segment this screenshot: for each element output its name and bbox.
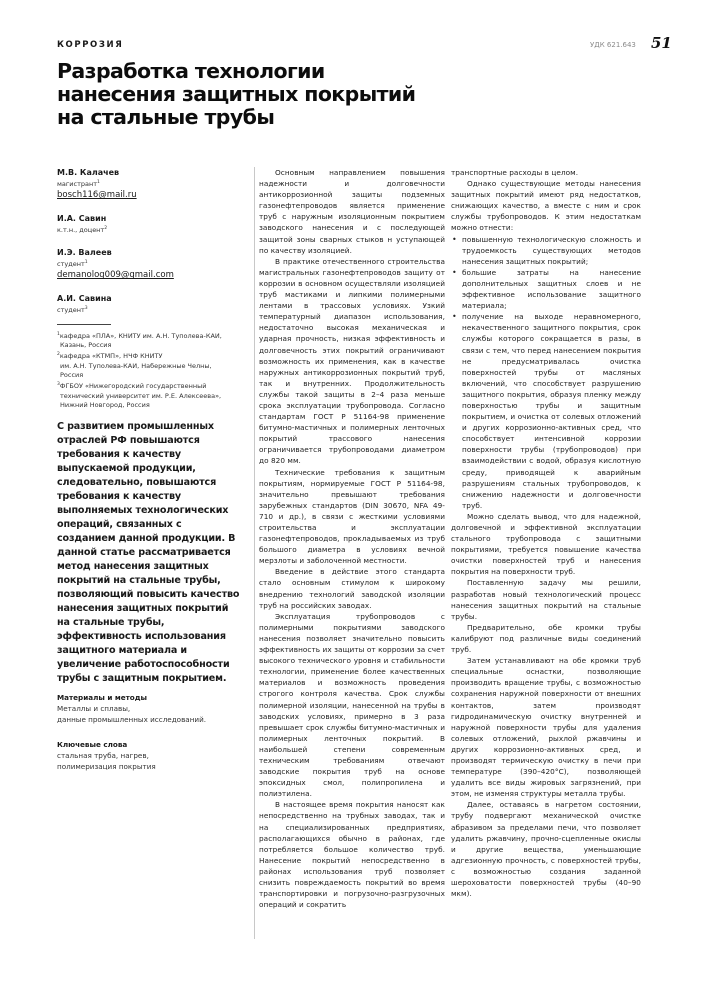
author-name: А.И. Савина [57,294,112,304]
author-name: И.Э. Валеев [57,248,112,258]
body-column-middle [254,167,445,939]
body-paragraph: Эксплуатация трубопроводов с полимерными покрытиями заводского нанесения позволяет значительно повысить эффективность их защиты от коррозии за счет высокого технического уровня и стабильности технологии, применение более качественных материалов и возможность проведения строгого контроля качества. Срок службы полимерной изоляции, нанесенной на трубы в заводских условиях, примерно в 3 раза превышает срок службы битумно-мастичных и полимерных ленточных покрытий. В наибольшей степени современным техническим требованиям отвечают заводские покрытия труб на основе эпоксидных смол, полипропилена и полиэтилена. [259,611,445,799]
materials-line: данные промышленных исследований. [57,715,207,724]
keywords-line: стальная труба, нагрев, [57,751,149,760]
materials-methods [57,692,242,725]
article-title [57,60,477,129]
author-name: И.А. Савин [57,214,107,224]
body-column-right [451,167,641,899]
udc-code: УДК 621.643 [590,41,636,49]
affiliations [57,330,242,411]
author-role: к.т.н., доцент$^2$ [57,226,108,235]
affiliation: $^1$кафедра «ПЛА», КНИТУ им. А.Н. Туполева-КАИ, Казань, Россия [57,331,222,350]
body-paragraph: Предварительно, обе кромки трубы калибруют под различные виды соединений труб. [451,622,641,655]
title-line: на стальные трубы [57,105,275,129]
section-label: КОРРОЗИЯ [57,40,124,50]
list-item: • большие затраты на нанесение дополнительных защитных слоев и не эффективное использование защитного материала; [462,267,641,311]
footnote-divider [57,324,111,325]
body-paragraph: Далее, оставаясь в нагретом состоянии, трубу подвергают механической очистке абразивом за пределами печи, что позволяет удалить ржавчину, прочно-сцепленные окислы и другие вещества, уменьшающие адгезионную прочность, с поверхностей трубы, с возможностью создания заданной шероховатости поверхностей трубы (40–90 мкм). [451,800,641,899]
body-paragraph: Введение в действие этого стандарта стало основным стимулом к широкому внедрению технологий заводской изоляции труб на российских заводах. [259,567,445,610]
body-paragraph: Можно сделать вывод, что для надежной, долговечной и эффективной эксплуатации стального трубопровода с защитными покрытиями, требуется повышение качества очистки поверхностей труб и нанесения покрытия на поверхности труб. [451,511,641,577]
title-line: Разработка технологии [57,59,325,83]
body-paragraph: Поставленную задачу мы решили, разработав новый технологический процесс нанесения защитных покрытий на стальные трубы. [451,578,641,621]
materials-heading: Материалы и методы [57,693,148,702]
affiliation: $^3$ФГБОУ «Нижегородский государственный технический университет им. Р.Е. Алексеева», Нижний Новгород, Россия [57,382,222,410]
affiliation: $^2$кафедра «КТМП», НЧФ КНИТУ им. А.Н. Туполева-КАИ, Набережные Челны, Россия [57,352,212,380]
drawbacks-list [451,234,641,511]
list-item: • повышенную технологическую сложность и трудоемкость существующих методов нанесения защитных покрытий; [462,234,641,267]
author-role: студент$^1$ [57,260,88,269]
author-email-link[interactable]: bosch116@mail.ru [57,190,137,201]
body-paragraph: В настоящее время покрытия наносят как непосредственно на трубных заводах, так и на специализированных предприятиях, располагающихся обычно в районах, где потребляется большое количество труб. Нанесение покрытий непосредственно в районах использования труб позволяет снизить повреждаемость покрытий во время транспортировки и погрузочно-разгрузочных операций и сократить [259,800,445,910]
body-paragraph: Затем устанавливают на обе кромки труб специальные оснастки, позволяющие производить вращение трубы, с возможностью сохранения наружной поверхности от внешних контактов, затем производят гидродинамическую очистку внутренней и наружной поверхности трубы для удаления солевых отложений, рыхлой ржавчины и других коррозионно-активных сред, и производят термическую очистку в печи при температуре (390–420°С), позволяющей удалить все виды жировых загрязнений, при этом, не изменяя структуры металла трубы. [451,656,641,799]
keywords-line: полимеризация покрытия [57,762,156,771]
body-paragraph: Однако существующие методы нанесения защитных покрытий имеют ряд недостатков, снижающих качество, а вместе с ним и срок службы трубопроводов. К этим недостаткам можно отнести: [451,179,641,233]
author-role: магистрант$^1$ [57,180,100,189]
keywords-heading: Ключевые слова [57,740,128,749]
author [57,247,242,281]
body-paragraph: транспортные расходы в целом. [451,168,579,177]
authors-block [57,167,242,410]
title-line: нанесения защитных покрытий [57,82,416,106]
author [57,293,242,315]
author [57,213,242,235]
author-role: студент$^3$ [57,306,88,315]
author-email-link[interactable]: demanolog009@gmail.com [57,270,174,281]
keywords [57,739,242,772]
body-paragraph: Основным направлением повышения надежности и долговечности антикоррозионной защиты подземных газонефтепроводов является применение труб с наружным изоляционным покрытием заводского нанесения и с последующей защитой зоны сварных стыков н уступающей по качеству изоляцией. [259,168,445,255]
list-item: • получение на выходе неравномерного, некачественного защитного покрытия, срок службы которого сокращается в разы, в связи с тем, что перед нанесением покрытия не предусматривалась очистка поверхностей трубы от масляных включений, что способствует разрушению защитного покрытия, образуя пленку между поверхностью трубы и защитным покрытием, и очистка от солевых отложений и других коррозионно-активных сред, что способствует интенсивной коррозии поверхности трубы (трубопроводов) при взаимодействии с водой, образуя кислотную среду, приводящей к аварийным разрушениям стальных трубопроводов, к снижению надежности и долговечности труб. [462,311,641,511]
materials-line: Металлы и сплавы, [57,704,131,713]
author [57,167,242,201]
author-name: М.В. Калачев [57,168,120,177]
abstract: С развитием промышленных отраслей РФ повышаются требования к качеству выпускаемой продукции, следовательно, повышаются требования к качеству выполняемых технологических операций, связанных с созданием данной продукции. В данной статье рассматривается метод нанесения защитных покрытий на стальные трубы, позволяющий повысить качество нанесения защитных покрытий на стальные трубы, эффективность использования защитного материала и увеличение работоспособности трубы с защитным покрытием. [57,421,240,684]
page-number: 51 [651,34,672,52]
body-paragraph: В практике отечественного строительства магистральных газонефтепроводов защиту от коррозии в основном осуществляли изоляцией труб мастиками и липкими полимерными лентами в трассовых условиях. Узкий температурный диапазон использования, недостаточно высокая механическая и ударная прочность, низкая эффективность и долговечность этих покрытий ограничивают возможность их применения, как в качестве наружных антикоррозионных покрытий труб, так и внутренних. Продолжительность службы такой защиты в 2–4 раза меньше срока эксплуатации трубопровода. Согласно стандартам ГОСТ Р 51164-98 применение битумно-мастичных и полимерных ленточных покрытий трассового нанесения ограничивается трубопроводами диаметром до 820 мм. [259,256,445,466]
body-paragraph: Технические требования к защитным покрытиям, нормируемые ГОСТ Р 51164-98, значительно превышают требования зарубежных стандартов (DIN 30670, NFA 49-710 и др.), в связи с жесткими условиями строительства и эксплуатации газонефтепроводов, прокладываемых из труб большого диаметра в условиях вечной мерзлоты и заболоченной местности. [259,467,445,566]
